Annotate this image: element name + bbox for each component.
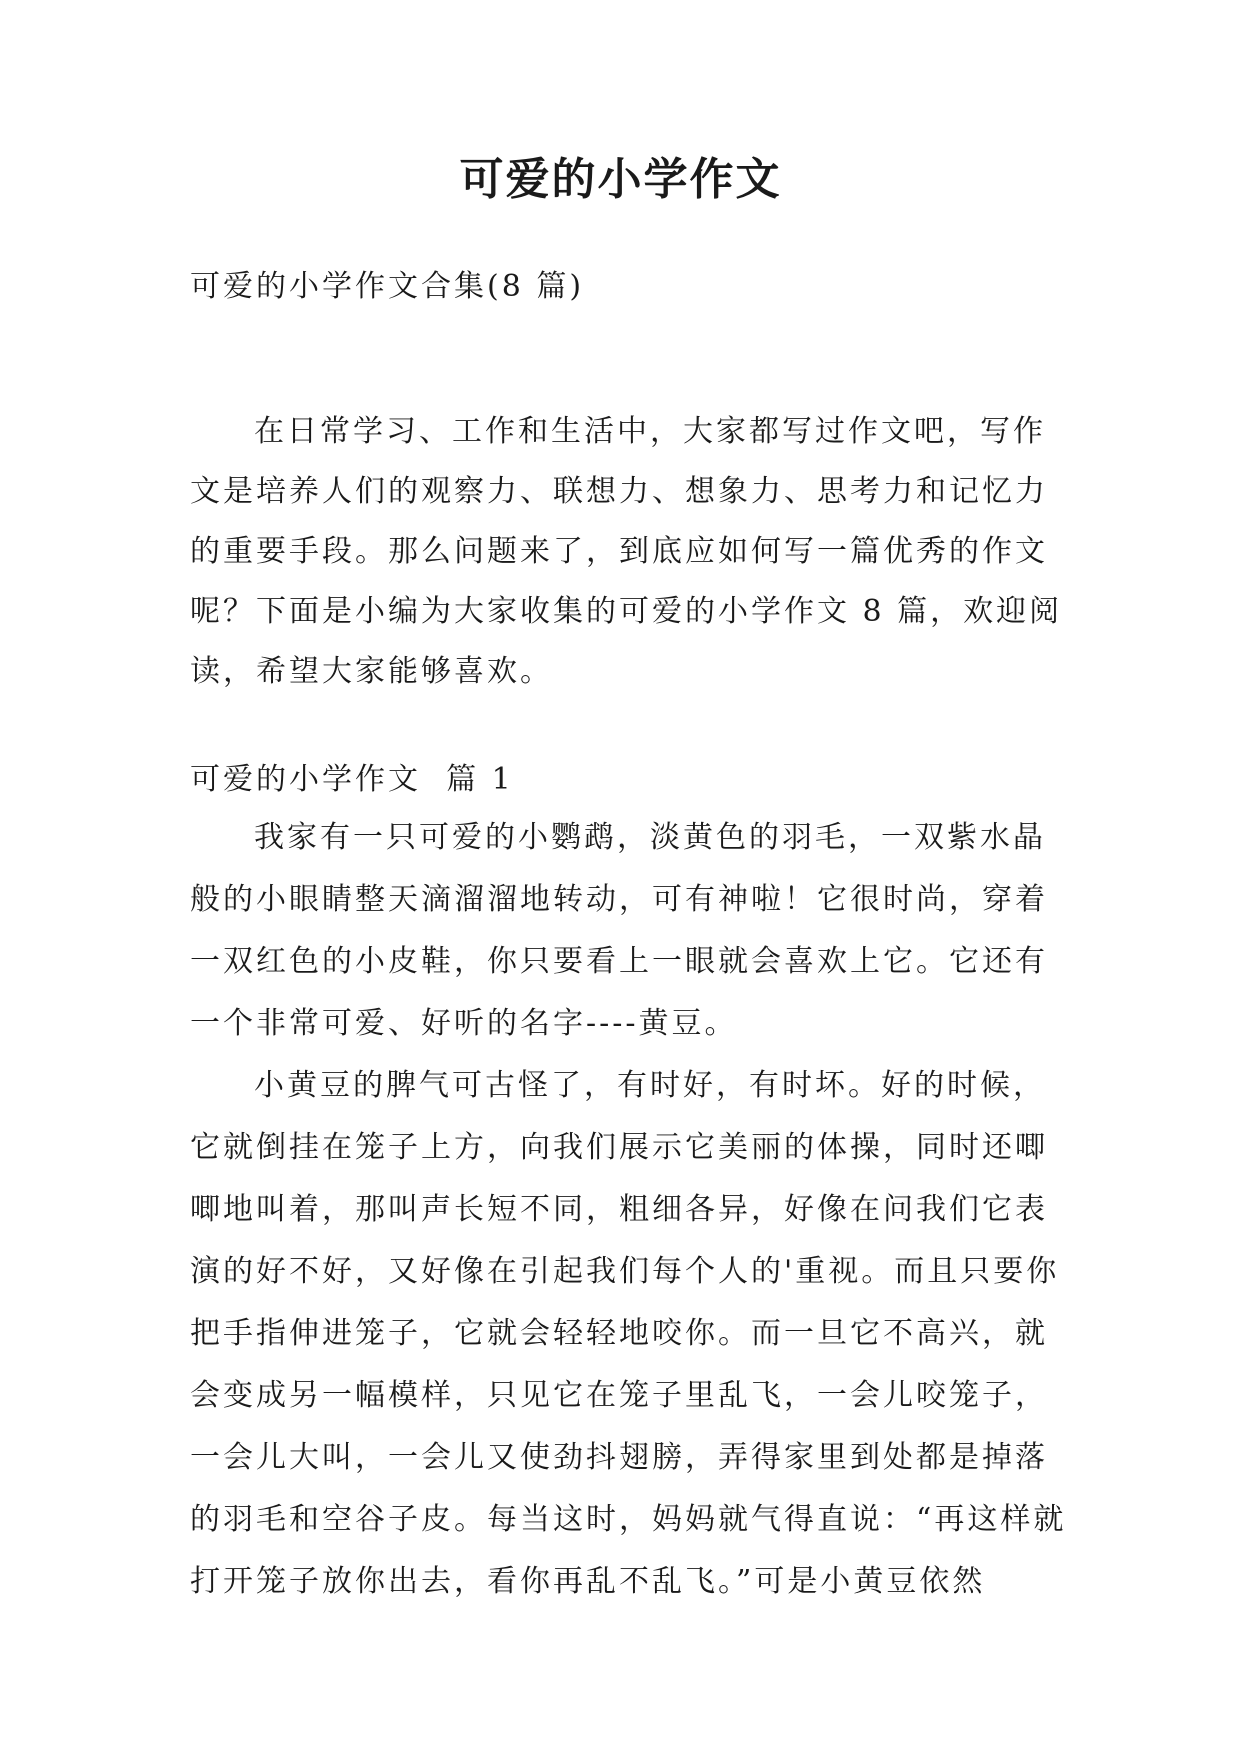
section-paragraph: 我家有一只可爱的小鹦鹉，淡黄色的羽毛，一双紫水晶般的小眼睛整天滴溜溜地转动，可有神啦！它很时尚，穿着一双红色的小皮鞋，你只要看上一眼就会喜欢上它。它还有一个非常可爱、好听的名字----黄豆。 [190,820,1048,1041]
collection-title: 可爱的小学作文合集(8 篇) [190,269,585,304]
section-paragraph: 小黄豆的脾气可古怪了，有时好，有时坏。好的时候，它就倒挂在笼子上方，向我们展示它美丽的体操，同时还唧唧地叫着，那叫声长短不同，粗细各异，好像在问我们它表演的好不好，又好像在引起我们每个人的'重视。而且只要你把手指伸进笼子，它就会轻轻地咬你。而一旦它不高兴，就会变成另一幅模样，只见它在笼子里乱飞，一会儿咬笼子，一会儿大叫，一会儿又使劲抖翅膀，弄得家里到处都是掉落的羽毛和空谷子皮。每当这时，妈妈就气得直说：“再这样就打开笼子放你出去，看你再乱不乱飞。”可是小黄豆依然 [190,1068,1067,1599]
document-title: 可爱的小学作文 [459,154,782,205]
intro-paragraph: 在日常学习、工作和生活中，大家都写过作文吧，写作文是培养人们的观察力、联想力、想象力、思考力和记忆力的重要手段。那么问题来了，到底应如何写一篇优秀的作文呢？下面是小编为大家收集的可爱的小学作文 8 篇，欢迎阅读，希望大家能够喜欢。 [190,414,1063,689]
section-body [190,807,1070,1613]
section-heading: 可爱的小学作文 篇 1 [190,762,514,797]
